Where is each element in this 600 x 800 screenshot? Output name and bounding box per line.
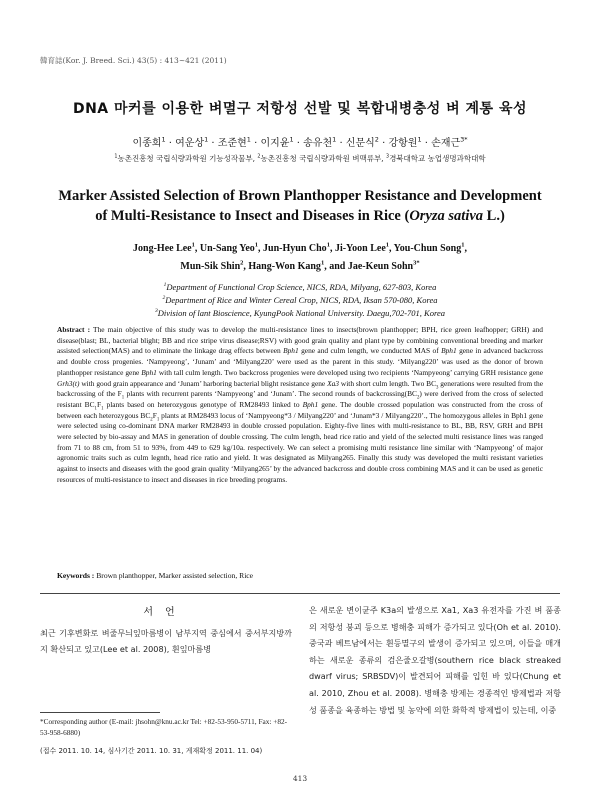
english-authors-line2: Mun-Sik Shin$^2$, Hang-Won Kang$^1$, and Jae-Keun Sohn$^{3*}$ <box>180 259 420 272</box>
affiliation: 농촌진흥청 국립식량과학원 기능성작물부, <box>117 154 258 163</box>
english-title <box>40 186 560 226</box>
author-name: Ji-Yoon Lee$^1$ <box>334 241 390 254</box>
english-title-line2: of Multi-Resistance to Insect and Diseases in Rice (Oryza sativa L.) <box>95 208 505 224</box>
korean-affiliations: $^1$농촌진흥청 국립식량과학원 기능성작물부, $^2$농촌진흥청 국립식량과학원 벼맥류부, $^3$경북대학교 농업생명과학대학 <box>114 153 486 163</box>
author-name: Un-Sang Yeo$^1$ <box>199 241 259 254</box>
author-name: 송유천$^1$ <box>303 135 337 149</box>
author-name: Jun-Hyun Cho$^1$ <box>263 241 330 254</box>
page-number: 413 <box>292 774 308 783</box>
affiliation: 경북대학교 농업생명과학대학 <box>389 154 486 163</box>
keywords <box>57 571 253 580</box>
author-name: 신문식$^2$ <box>345 135 379 149</box>
author-name: 여운상$^1$ <box>175 135 209 149</box>
abstract: Abstract : The main objective of this study was to develop the multi-resistance lines to insects(brown planthopper; BPH, rice green leafhopper; GRH) and disease(blast; BL, bacterial blight; BB and rice stripe virus disease;RSV) with good grain quality and plant type by combining conventional breeding and marker assisted selection(MAS) and to eliminate the linkage drag effects between Bph1 gene and culm length, we conducted MAS of Bph1 gene in advanced backcross and double cross progenies. ‘Nampyeong’, ‘Junam’ and ‘Milyang220’ were used as the parent in this study. ‘Milyang220’ was used as the donor of brown planthopper resistance gene Bph1 with tall culm length. Two backcross progenies were developed using two recipients ‘Nampyeong’ carrying GRH resistance gene Grh3(t) with good grain appearance and ‘Junam’ harboring bacterial blight resistance gene Xa3 with short culm length. Two $BC_3$ generations were resulted from the backcrossing of the $F_1$ plants with recurrent parents ‘Nampyeong’ and ‘Junam’. The second rounds of $backcrossing(BC_2)$ were derived from the cross of selected resistant $BC_1F_1$ plants based on heterozygous genotype of RM28493 linked to Bph1 gene. The double crossed population was constructed from the cross of between each heterozygous $BC_2F_1$ plants at RM28493 locus of ‘Nampyeong*3 / Milyang220’ and ‘Junam*3 / Milyang220’., The homozygous alleles in Bph1 gene were selected using co-dominant DNA marker RM28493 in double crossed population. Eighty-five lines with multi-resistance to BL, BB, RSV, GRH and BPH were selected by bio-assay and MAS in generation of double crossing. The culm length, head rice ratio and yield of the selected multi resistance lines was ranged from 71 to 88 cm, from 51 to 93%, from 449 to 629 kg/10a. respectively. We can select a promising multi resistance line similar with ‘Nampyeong’ of major agronomic traits such as culm legnth, head rice ratio and yield. It was designated as Milyang265. Finally this study was developed the multi resistant varieties against to insects and diseases with the good grain quality ‘Milyang265’ by the advanced backcross and double cross combining MAS and it can be used as genetic resources of multi-resistance to insect and diseases in rice breeding programs. <box>57 325 543 484</box>
abstract-label: Abstract : <box>57 325 91 334</box>
english-authors <box>40 240 560 276</box>
english-affiliations <box>40 281 560 320</box>
footnote-divider <box>40 712 160 713</box>
author-name: Jong-Hee Lee$^1$ <box>133 241 195 254</box>
keywords-label: Keywords : <box>57 571 95 580</box>
keywords-text: Brown planthopper, Marker assisted selection, Rice <box>94 571 254 580</box>
footnote-dates: (접수 2011. 10. 14, 심사기간 2011. 10. 31, 게재확정 2011. 11. 04) <box>40 747 263 755</box>
affiliation: $^2$Department of Rice and Winter Cereal Crop, NICS, RDA, Iksan 570-080, Korea <box>162 295 438 305</box>
author-name: You-Chun Song$^1$ <box>393 241 465 254</box>
author-name: 강항원$^1$ <box>388 135 422 149</box>
divider <box>40 593 560 594</box>
author-name: 손재근$^{3*}$ <box>431 135 468 149</box>
footnote-corresponding-author: *Corresponding author (E-mail: jhsohn@knu.ac.kr Tel: +82-53-950-5711, Fax: +82-53-958-6880) <box>40 717 288 737</box>
affiliation: 농촌진흥청 국립식량과학원 벼맥류부, <box>260 154 386 163</box>
author-name: 이종희$^1$ <box>132 135 166 149</box>
left-column-text: 최근 기후변화로 벼줄무늬잎마름병이 남부지역 중심에서 중서부지방까지 확산되고 있고(Lee et al. 2008), 흰잎마름병 <box>40 628 292 654</box>
english-authors-line1: Jong-Hee Lee$^1$, Un-Sang Yeo$^1$, Jun-Hyun Cho$^1$, Ji-Yoon Lee$^1$, You-Chun Song$^1$, <box>133 241 467 254</box>
author-name: 조준현$^1$ <box>217 135 251 149</box>
right-column-text: 은 새로운 변이균주 K3a의 발생으로 Xa1, Xa3 유전자를 가진 벼 품종의 저항성 붕괴 등으로 병해충 피해가 증가되고 있다(Oh et al. 2010). 중국과 베트남에서는 흰등멸구의 발생이 증가되고 있으며, 이들을 매개하는 새로운 종류의 검은줄오갈병(southern rice black streaked dwarf virus; SRBSDV)이 발견되어 피해를 입힌 바 있다(Chung et al. 2010, Zhou et al. 2008). 병해충 방제는 경종적인 방제법과 저항성 품종을 육종하는 방법 및 농약에 의한 화학적 방제법이 있는데, 이중 <box>309 605 561 715</box>
korean-title: DNA 마커를 이용한 벼멸구 저항성 선발 및 복합내병충성 벼 계통 육성 <box>72 101 528 117</box>
author-name: 이지윤$^1$ <box>260 135 294 149</box>
affiliation: $^1$Department of Functional Crop Science, NICS, RDA, Milyang, 627-803, Korea <box>163 282 437 292</box>
affiliation: $^3$Division of lant Bioscience, KyungPook National University. Daegu,702-701, Korea <box>155 308 445 318</box>
section-title-introduction: 서언 <box>143 607 187 618</box>
author-name: Hang-Won Kang$^1$ <box>248 259 325 272</box>
journal-header: 韓育誌(Kor. J. Breed. Sci.) 43(5) : 413~421 (2011) <box>40 56 227 65</box>
korean-authors: 이종희$^1$ · 여운상$^1$ · 조준현$^1$ · 이지윤$^1$ · 송유천$^1$ · 신문식$^2$ · 강항원$^1$ · 손재근$^{3*}$ <box>132 135 468 149</box>
author-name: Mun-Sik Shin$^2$ <box>180 259 244 272</box>
english-title-line1: Marker Assisted Selection of Brown Planthopper Resistance and Development <box>58 188 542 204</box>
author-name: Jae-Keun Sohn$^{3*}$ <box>347 259 420 272</box>
